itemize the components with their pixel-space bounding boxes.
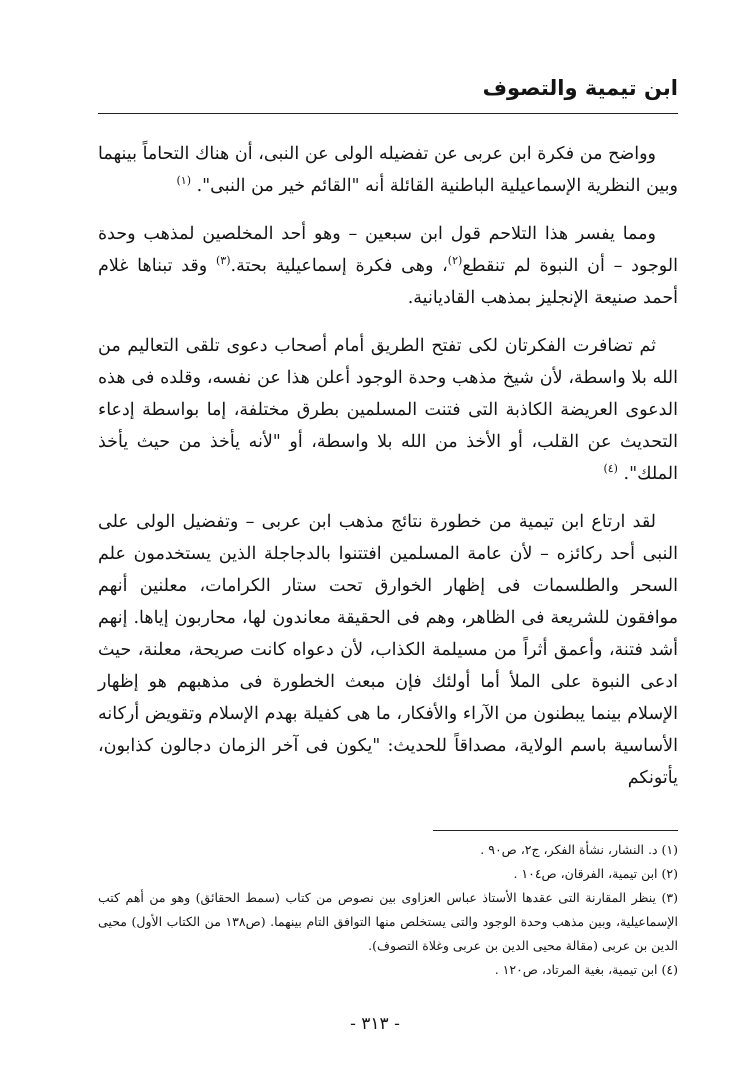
- running-header-title: ابن تيمية والتصوف: [482, 76, 678, 100]
- page-number: - ٣١٣ -: [350, 1014, 400, 1034]
- paragraph-3-text: ثم تضافرت الفكرتان لكى تفتح الطريق أمام أصحاب دعوى تلقى التعاليم من الله بلا واسطة، لأن شيخ مذهب وحدة الوجود أعلن هذا عن نفسه، وقلده فى هذه الدعوى العريضة الكاذبة التى فتنت المسلمين بطرق مختلفة، إما بواسطة إدعاء التحديث عن القلب، أو الأخذ من الله بلا واسطة، أو "لأنه يأخذ من حيث يأخذ الملك".: [98, 336, 678, 484]
- paragraph-3: [98, 330, 678, 490]
- paragraph-2: [98, 218, 678, 314]
- paragraph-4-text: لقد ارتاع ابن تيمية من خطورة نتائج مذهب ابن عربى – وتفضيل الولى على النبى أحد ركائزه – لأن عامة المسلمين افتتنوا بالدجاجلة الذين يستخدمون علم السحر والطلسمات فى إظهار الخوارق تحت ستار الكرامات، معلنين أنهم موافقون للشريعة فى الظاهر، وهم فى الحقيقة معاندون لها، محاربون إياها. إنهم أشد فتنة، وأعمق أثراً من مسيلمة الكذاب، لأن دعواه كانت صريحة، معلنة، حيث ادعى النبوة على الملأ أما أولئك فإن مبعث الخطورة فى مذهبهم هو إظهار الإسلام بينما يبطنون من الآراء والأفكار، ما هى كفيلة بهدم الإسلام وتقويض أركانه الأساسية باسم الولاية، مصداقاً للحديث: "يكون فى آخر الزمان دجالون كذابون، يأتونكم: [98, 512, 678, 788]
- footnote-separator: [433, 830, 678, 831]
- footnote-3: (٣) ينظر المقارنة التى عقدها الأستاذ عباس العزاوى بين نصوص من كتاب (سمط الحقائق) وهو من أهم كتب الإسماعيلية، وبين مذهب وحدة الوجود والتى يستخلص منها التوافق التام بينهما. (ص١٣٨ من الكتاب الأول) محيى الدين بن عربى (مقالة محيى الدين بن عربى وغلاة التصوف).: [98, 890, 678, 953]
- footnote-ref-2: (٢): [447, 254, 463, 268]
- footnote-1: (١) د. النشار، نشأة الفكر، ج٢، ص٩٠ .: [480, 842, 678, 857]
- footnote-ref-4: (٤): [603, 462, 618, 476]
- footnotes: [98, 838, 678, 982]
- paragraph-1: [98, 138, 678, 202]
- paragraph-4: [98, 506, 678, 794]
- footnote-2: (٢) ابن تيمية، الفرقان، ص١٠٤ .: [513, 866, 678, 881]
- header-rule: [98, 113, 678, 114]
- paragraph-2-text-a: ومما يفسر هذا التلاحم قول ابن سبعين – وهو أحد المخلصين لمذهب وحدة الوجود – أن النبوة لم تنقطع: [98, 224, 678, 276]
- paragraph-1-text: وواضح من فكرة ابن عربى عن تفضيله الولى عن النبى، أن هناك التحاماً بينهما وبين النظرية الإسماعيلية الباطنية القائلة أنه "القائم خير من النبى".: [98, 144, 678, 196]
- paragraph-2-text-b: ، وهى فكرة إسماعيلية بحتة.: [230, 256, 448, 276]
- footnote-4: (٤) ابن تيمية، بغية المرتاد، ص١٢٠ .: [494, 962, 678, 977]
- footnote-ref-3: (٣): [215, 254, 231, 268]
- main-text: [98, 138, 678, 810]
- paragraph-2-text-c: وقد تبناها غلام أحمد صنيعة الإنجليز بمذهب القاديانية.: [98, 256, 678, 308]
- footnote-ref-1: (١): [176, 174, 191, 188]
